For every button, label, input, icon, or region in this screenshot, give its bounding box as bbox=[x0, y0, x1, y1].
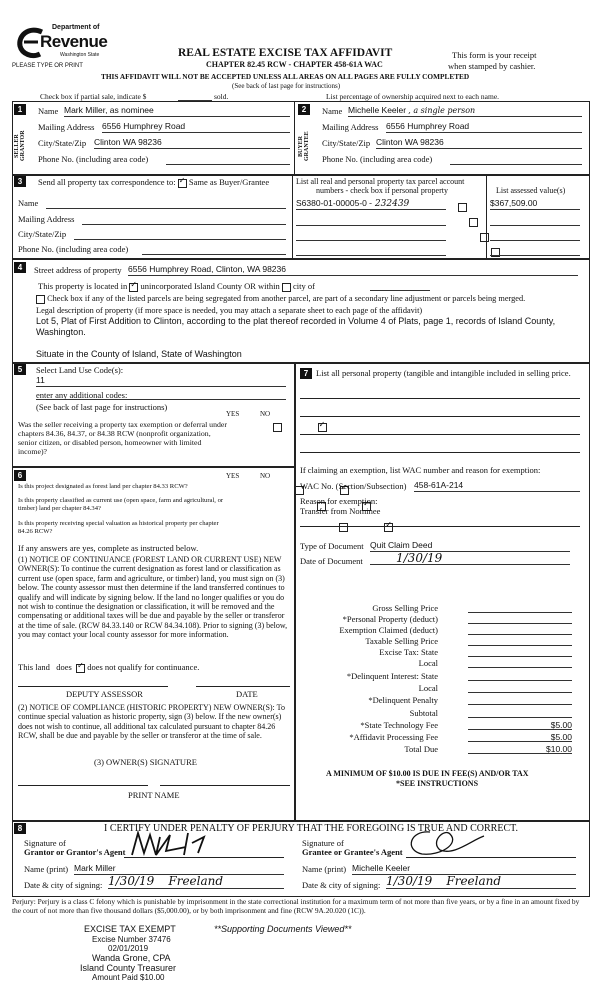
stamp-exempt: EXCISE TAX EXEMPT bbox=[84, 924, 176, 934]
assessed-value-1[interactable]: $367,509.00 bbox=[490, 198, 580, 210]
assessor-date-line bbox=[196, 686, 290, 687]
fee-label: Taxable Selling Price bbox=[365, 636, 438, 646]
reason-label: Reason for exemption: bbox=[300, 496, 378, 506]
section-8-number: 8 bbox=[14, 823, 26, 834]
grantee-sig-label-2: Grantee or Grantee's Agent bbox=[302, 847, 403, 857]
parcel-2-personal-checkbox[interactable] bbox=[469, 218, 478, 227]
grantee-sig-label-1: Signature of bbox=[302, 838, 344, 848]
assessed-divider bbox=[486, 174, 487, 258]
personal-property-line-1 bbox=[300, 398, 580, 399]
legal-description-label: Legal description of property (if more space is needed, you may attach a separate sheet to each page of the affidavit) bbox=[36, 306, 423, 315]
buyer-mailing-field[interactable]: 6556 Humphrey Road bbox=[386, 121, 582, 133]
assessed-value-4[interactable] bbox=[490, 244, 580, 256]
section-1-number: 1 bbox=[14, 104, 26, 115]
street-label: Street address of property bbox=[34, 265, 122, 275]
form-chapter: CHAPTER 82.45 RCW - CHAPTER 458-61A WAC bbox=[206, 60, 383, 69]
does-not-text: does not bbox=[87, 662, 116, 672]
fee-value[interactable] bbox=[468, 614, 572, 624]
seller-grantor-label: SELLER GRANTOR bbox=[14, 130, 26, 162]
grantor-sig-label-2: Grantor or Grantor's Agent bbox=[24, 847, 126, 857]
assessor-signature-line bbox=[18, 686, 168, 687]
grantor-name-label: Name (print) bbox=[24, 864, 69, 874]
located-text: This property is located in bbox=[38, 281, 128, 291]
personal-property-line-3 bbox=[300, 434, 580, 435]
revenue-logo bbox=[14, 24, 114, 64]
supporting-docs-viewed: **Supporting Documents Viewed** bbox=[214, 924, 352, 934]
send-correspondence-label bbox=[38, 177, 269, 188]
stamp-excise-number: Excise Number 37476 bbox=[92, 935, 171, 944]
land-use-field[interactable]: 11 bbox=[36, 375, 286, 387]
corr-phone-field[interactable] bbox=[142, 243, 286, 255]
see-back-header: (See back of last page for instructions) bbox=[232, 82, 341, 90]
fee-value[interactable]: $10.00 bbox=[468, 744, 572, 754]
grantee-date-value: 1/30/19 bbox=[386, 874, 433, 888]
section-7-number: 7 bbox=[300, 368, 312, 379]
current-use-question: Is this property classified as current use (open space, farm and agricultural, or timber) land per chapter 84.34? bbox=[18, 497, 224, 512]
claim-exemption-label: If claiming an exemption, list WAC number and reason for exemption: bbox=[300, 465, 541, 475]
buyer-name-label: Name bbox=[322, 106, 343, 116]
fee-value[interactable] bbox=[468, 671, 572, 681]
parcel-1-personal-checkbox[interactable] bbox=[458, 203, 467, 212]
fee-value[interactable] bbox=[468, 708, 572, 718]
fee-label: *Personal Property (deduct) bbox=[342, 614, 438, 624]
see-instructions-note: *SEE INSTRUCTIONS bbox=[396, 779, 479, 788]
same-as-buyer-label: Same as Buyer/Grantee bbox=[188, 177, 270, 187]
legal-description-field[interactable]: Lot 5, Plat of First Addition to Clinton, according to the plat thereof recorded in Volume 4 of Plats, page 1, records of Island County, Washington. bbox=[36, 316, 556, 337]
if-yes-instructions: If any answers are yes, complete as instructed below. bbox=[18, 543, 199, 553]
print-name-label: PRINT NAME bbox=[128, 790, 180, 800]
located-text-2: unincorporated Island County OR within bbox=[140, 281, 280, 291]
grantor-city-value: Freeland bbox=[168, 874, 224, 888]
fee-label: *Affidavit Processing Fee bbox=[349, 732, 438, 742]
corr-name-label: Name bbox=[18, 198, 39, 208]
segregated-line bbox=[36, 294, 525, 304]
corr-name-field[interactable] bbox=[46, 197, 286, 209]
additional-codes-label: enter any additional codes: bbox=[36, 390, 128, 400]
land-use-label: Select Land Use Code(s): bbox=[36, 365, 124, 375]
segregated-checkbox[interactable] bbox=[36, 295, 45, 304]
city-checkbox[interactable] bbox=[282, 283, 291, 292]
wac-label: WAC No. (Section/Subsection) bbox=[300, 481, 407, 491]
buyer-grantee-label: BUYER GRANTEE bbox=[298, 131, 310, 161]
logo-name: Revenue bbox=[40, 32, 108, 51]
grantor-sig-label-1: Signature of bbox=[24, 838, 66, 848]
seller-city-label: City/State/Zip bbox=[38, 138, 87, 148]
qualify-text: qualify for continuance. bbox=[117, 662, 200, 672]
exemption-yes-header: YES bbox=[226, 410, 240, 418]
section-6-number: 6 bbox=[14, 470, 26, 481]
fee-label: Total Due bbox=[404, 744, 438, 754]
logo-state: Washington State bbox=[60, 52, 100, 58]
doc-type-label: Type of Document bbox=[300, 541, 364, 551]
buyer-city-label: City/State/Zip bbox=[322, 138, 371, 148]
corr-mailing-label: Mailing Address bbox=[18, 214, 75, 224]
grantor-date-value: 1/30/19 bbox=[108, 874, 155, 888]
stamp-amount-paid: Amount Paid $10.00 bbox=[92, 973, 165, 982]
grantee-date-field[interactable] bbox=[386, 874, 576, 889]
fee-value[interactable] bbox=[468, 636, 572, 646]
buyer-name-value: Michelle Keeler bbox=[348, 105, 407, 115]
grantee-signature[interactable] bbox=[400, 826, 490, 858]
logo-dept: Department of bbox=[52, 24, 100, 31]
receipt-note-1: This form is your receipt bbox=[452, 50, 537, 60]
seller-city-field[interactable]: Clinton WA 98236 bbox=[94, 137, 290, 149]
s6-yes-header: YES bbox=[226, 472, 240, 480]
owner-signature-line-1 bbox=[18, 785, 148, 786]
assessed-header: List assessed value(s) bbox=[496, 186, 566, 195]
date-label: DATE bbox=[236, 689, 258, 699]
partial-sale-sold: sold. bbox=[214, 92, 229, 101]
list-percentage: List percentage of ownership acquired next to each name. bbox=[326, 92, 500, 101]
section-3-number: 3 bbox=[14, 176, 26, 187]
grantee-sig-line bbox=[406, 857, 576, 858]
personal-property-label: List all personal property (tangible and intangible included in selling price. bbox=[316, 368, 571, 378]
buyer-name-field[interactable] bbox=[348, 105, 582, 117]
personal-property-line-2 bbox=[300, 416, 580, 417]
fee-value[interactable] bbox=[468, 695, 572, 705]
fee-value[interactable] bbox=[468, 683, 572, 693]
exemption-question: Was the seller receiving a property tax exemption or deferral under chapters 84.36, 84.37, or 84.38 RCW (nonprofit organization, senior citizen, or disabled person, homeowner with limited income)? bbox=[18, 420, 227, 456]
fee-label: Gross Selling Price bbox=[372, 603, 438, 613]
land-use-see-back: (See back of last page for instructions) bbox=[36, 402, 168, 412]
forest-question: Is this project designated as forest land per chapter 84.33 RCW? bbox=[18, 483, 188, 490]
grantee-name-field[interactable]: Michelle Keeler bbox=[352, 863, 576, 875]
deputy-assessor-label: DEPUTY ASSESSOR bbox=[66, 689, 143, 699]
parcel-header-2: numbers - check box if personal property bbox=[316, 186, 448, 195]
seller-mailing-field[interactable]: 6556 Humphrey Road bbox=[102, 121, 290, 133]
s6-no-header: NO bbox=[260, 472, 271, 480]
send-label: Send all property tax correspondence to: bbox=[38, 177, 176, 187]
fee-value[interactable] bbox=[468, 603, 572, 613]
does-not-checkbox[interactable] bbox=[76, 664, 85, 673]
owner-signature-line-2 bbox=[160, 785, 290, 786]
street-field[interactable]: 6556 Humphrey Road, Clinton, WA 98236 bbox=[128, 264, 578, 276]
parcel-handwritten: - 232439 bbox=[369, 199, 410, 209]
same-as-buyer-checkbox[interactable] bbox=[178, 179, 187, 188]
corr-city-label: City/State/Zip bbox=[18, 229, 67, 239]
buyer-phone-label: Phone No. (including area code) bbox=[322, 154, 433, 164]
buyer-name-handwritten: , a single person bbox=[408, 106, 476, 115]
doc-type-field[interactable]: Quit Claim Deed bbox=[370, 540, 570, 552]
certify-statement: I CERTIFY UNDER PENALTY OF PERJURY THAT THE FOREGOING IS TRUE AND CORRECT. bbox=[104, 823, 518, 834]
doc-date-label: Date of Document bbox=[300, 556, 363, 566]
parcel-row-2[interactable] bbox=[296, 214, 446, 226]
fee-value[interactable]: $5.00 bbox=[468, 720, 572, 730]
corr-mailing-field[interactable] bbox=[82, 213, 286, 225]
fee-label: Local bbox=[418, 658, 438, 668]
minimum-due-note: A MINIMUM OF $10.00 IS DUE IN FEE(S) AND/OR TAX bbox=[326, 769, 529, 778]
fee-label: Local bbox=[418, 683, 438, 693]
please-type: PLEASE TYPE OR PRINT bbox=[12, 63, 83, 69]
buyer-city-field[interactable]: Clinton WA 98236 bbox=[376, 137, 582, 149]
parcel-3-personal-checkbox[interactable] bbox=[480, 233, 489, 242]
personal-property-line-4 bbox=[300, 452, 580, 453]
parcel-header-1: List all real and personal property tax parcel account bbox=[296, 177, 465, 186]
stamp-date: 02/01/2019 bbox=[108, 944, 149, 953]
fee-value[interactable] bbox=[468, 647, 572, 657]
buyer-mailing-label: Mailing Address bbox=[322, 122, 379, 132]
receipt-note-2: when stamped by cashier. bbox=[448, 61, 536, 71]
fee-value[interactable] bbox=[468, 658, 572, 668]
fee-label: Subtotal bbox=[409, 708, 438, 718]
grantee-city-value: Freeland bbox=[446, 874, 502, 888]
corr-phone-label: Phone No. (including area code) bbox=[18, 244, 129, 254]
wac-field[interactable]: 458-61A-214 bbox=[414, 480, 580, 492]
partial-sale-label: Check box if partial sale, indicate $ bbox=[40, 92, 147, 101]
fee-label: Excise Tax: State bbox=[379, 647, 438, 657]
grantor-signature[interactable] bbox=[126, 829, 236, 859]
perjury-statement: Perjury: Perjury is a class C felony which is punishable by imprisonment in the state correctional institution for a maximum term of not more than five years, or by a fine in an amount fixed by the court of not more than five thousand dollars ($5,000.00), or by both imprisonment and fine (RCW 9A.20.020 (1C)). bbox=[12, 897, 580, 915]
seller-phone-field[interactable] bbox=[166, 153, 290, 165]
seller-phone-label: Phone No. (including area code) bbox=[38, 154, 149, 164]
seller-name-label: Name bbox=[38, 106, 59, 116]
grantor-date-label: Date & city of signing: bbox=[24, 880, 103, 890]
section-4-number: 4 bbox=[14, 262, 26, 273]
parcel-number: S6380-01-00005-0 bbox=[296, 198, 367, 208]
fee-value[interactable]: $5.00 bbox=[468, 732, 572, 742]
form-title: REAL ESTATE EXCISE TAX AFFIDAVIT bbox=[178, 47, 393, 59]
section-3-divider bbox=[292, 174, 293, 258]
parcel-row-3[interactable] bbox=[296, 229, 446, 241]
grantor-sig-line bbox=[124, 857, 284, 858]
exemption-yes-checkbox[interactable] bbox=[273, 423, 282, 432]
does-text: does bbox=[56, 662, 72, 672]
segregated-text: Check box if any of the listed parcels are being segregated from another parcel, are part of a secondary line adjustment or parcels being merged. bbox=[47, 294, 526, 303]
corr-city-field[interactable] bbox=[74, 228, 286, 240]
unincorporated-checkbox[interactable] bbox=[129, 283, 138, 292]
fee-label: *Delinquent Penalty bbox=[368, 695, 438, 705]
reason-line-1 bbox=[300, 526, 580, 527]
partial-sale-amount[interactable] bbox=[178, 92, 212, 101]
historic-question: Is this property receiving special valuation as historical property per chapter 84.26 RCW? bbox=[18, 520, 219, 535]
notice-compliance: (2) NOTICE OF COMPLIANCE (HISTORIC PROPERTY) NEW OWNER(S): To continue special valuation as historic property, sign (3) below. If the new owner(s) does not wish to continue, all additional tax calculated pursuant to chapter 84.26 RCW, shall be due and payable by the seller or transferor at the time of sale. bbox=[18, 703, 285, 741]
fee-label: *State Technology Fee bbox=[360, 720, 438, 730]
warning-text: THIS AFFIDAVIT WILL NOT BE ACCEPTED UNLESS ALL AREAS ON ALL PAGES ARE FULLY COMPLETED bbox=[101, 72, 470, 81]
additional-codes-field[interactable] bbox=[36, 398, 286, 400]
section-5-number: 5 bbox=[14, 364, 26, 375]
city-of-field[interactable] bbox=[370, 281, 430, 291]
fee-label: *Delinquent Interest: State bbox=[346, 671, 438, 681]
stamp-treasurer-name: Wanda Grone, CPA bbox=[92, 953, 171, 963]
section-2-number: 2 bbox=[298, 104, 310, 115]
grantee-date-label: Date & city of signing: bbox=[302, 880, 381, 890]
seller-name-field[interactable]: Mark Miller, as nominee bbox=[64, 105, 290, 117]
parcel-row-4[interactable] bbox=[296, 244, 446, 256]
section-1-2-divider bbox=[294, 101, 295, 174]
stamp-treasurer-title: Island County Treasurer bbox=[80, 963, 177, 973]
reason-field[interactable]: Transfer from Nominee bbox=[300, 506, 381, 516]
notice-continuance: (1) NOTICE OF CONTINUANCE (FOREST LAND OR CURRENT USE) NEW OWNER(S): To continue the current designation as forest land or classification as current use (open space, farm and agriculture, or timber) land, you must sign on (3) below. The county assessor must then determine if the land transferred continues to qualify and will indicate by signing below. If the land no longer qualifies or you do not wish to continue the designation or classification, it will be removed and the compensating or additional taxes will be due and payable by the seller or transferor at the time of sale. (RCW 84.33.140 or RCW 84.34.108). Prior to signing (3) below, you may contact your local county assessor for more information. bbox=[18, 555, 288, 640]
buyer-phone-field[interactable] bbox=[450, 153, 582, 165]
city-of-label: city of bbox=[293, 281, 315, 291]
exemption-no-header: NO bbox=[260, 410, 271, 418]
grantee-name-label: Name (print) bbox=[302, 864, 347, 874]
parcel-row-1[interactable] bbox=[296, 198, 446, 210]
owner-signature-label: (3) OWNER(S) SIGNATURE bbox=[94, 757, 197, 767]
grantor-name-field[interactable]: Mark Miller bbox=[74, 863, 284, 875]
seller-mailing-label: Mailing Address bbox=[38, 122, 95, 132]
situate-text: Situate in the County of Island, State of Washington bbox=[36, 349, 242, 359]
assessed-value-2[interactable] bbox=[490, 214, 580, 226]
this-land-text: This land bbox=[18, 662, 50, 672]
grantor-date-field[interactable] bbox=[108, 874, 284, 889]
assessed-value-3[interactable] bbox=[490, 229, 580, 241]
fee-value[interactable] bbox=[468, 625, 572, 635]
doc-date-field[interactable]: 1/30/19 bbox=[370, 551, 570, 565]
located-line bbox=[38, 281, 315, 292]
fee-label: Exemption Claimed (deduct) bbox=[339, 625, 438, 635]
qualify-line bbox=[18, 662, 199, 673]
